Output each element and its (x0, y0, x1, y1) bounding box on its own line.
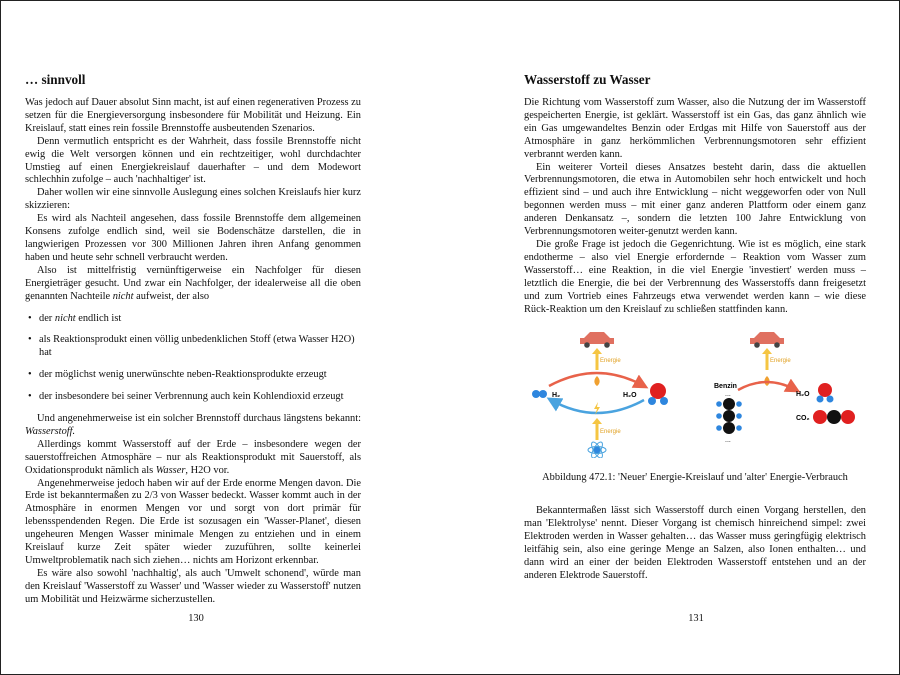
h2o-label: H₂O (623, 392, 637, 400)
text-run: der insbesondere bei seiner Verbrennung auch kein Kohlendioxid erzeugt (39, 391, 344, 403)
left-paragraph: Daher wollen wir eine sinnvolle Auslegung eines solchen Kreislaufs hier kurz skizzieren: (25, 187, 361, 212)
left-paragraph: Was jedoch auf Dauer absolut Sinn macht, ist auf einen regenerativen Prozess zu setzen für die Energieversorgung insbesondere für Mobilität und Heizung. Ein Kreislauf, statt eines rein fossile Brennstoffe ausbeutenden Szenarios. (25, 97, 361, 134)
text-run: endlich ist (75, 312, 122, 324)
ellipsis-label: ... (725, 437, 731, 445)
text-run: der (39, 312, 55, 324)
text-run: aufweist, der also (133, 290, 210, 302)
water-molecule-icon (648, 383, 668, 405)
h2o-label: H₂O (796, 391, 810, 399)
list-item (25, 369, 361, 382)
right-paragraph: Ein weiterer Vorteil dieses Ansatzes besteht darin, dass die aktuellen Verbrennungsmotoren, die etwa in Automobilen sehr hoch entwickelt und hoch effizient sind – und auch ihre Entwicklung – nicht weggeworfen oder von Null begonnen werden muss – mit einer ganz anderen Plattform oder einem ganz anderen Denkansatz –, sondern die letzten 100 Jahre Entwicklung von Verbrennungsmotoren weiter-genutzt werden kann. (524, 161, 866, 238)
energy-cycle-figure (524, 330, 866, 458)
emphasis: nicht (54, 312, 76, 324)
text-run: Allerdings kommt Wasserstoff auf der Erde – insbesondere wegen der sauerstoffreichen Atmosphäre – nur als Reaktionsprodukt mit Sauerstoff, als Oxidationsprodukt nämlich als (25, 438, 361, 476)
energy-label: Energie (770, 358, 791, 365)
emphasis: Wasser (155, 464, 186, 476)
left-paragraph (25, 413, 361, 439)
car-icon (580, 332, 614, 348)
page-number: 130 (188, 613, 204, 624)
text-run: Und angenehmerweise ist ein solcher Brennstoff durchaus längstens bekannt: (37, 413, 361, 425)
energy-label: Energie (600, 429, 621, 436)
car-icon (750, 332, 784, 348)
left-paragraph (25, 439, 361, 478)
text-run: Also ist mittelfristig vernünftigerweise ein Nachfolger für diesen Energieträger gesucht. Und zwar ein Nachfolger, der idealerweise all die oben genannten Nachteile (25, 264, 361, 302)
right-heading: Wasserstoff zu Wasser (524, 72, 651, 87)
h2-label: H₂ (552, 392, 561, 400)
water-molecule-icon (817, 383, 834, 403)
emphasis: nicht (112, 290, 134, 302)
ellipsis-label: ... (725, 391, 731, 399)
right-page (450, 0, 900, 675)
emphasis: Wasserstoff. (25, 425, 76, 437)
right-paragraph: Die große Frage ist jedoch die Gegenrichtung. Wie ist es möglich, eine stark endotherme – also viel Energie erfordernde – Reaktion vom Wasser zum Wasserstoff… eine Reaktion, in die viel Energie 'investiert' werden muss – letztlich die Energie, die bei der Verbrennung des Wasserstoffs dann freigesetzt und zum Vortrieb eines Fahrzeugs etwa verwendet werden kann – wie diese Rück-Reaktion um den Kreislauf zu schließen stattfinden kann. (524, 238, 866, 315)
right-paragraph: Bekanntermaßen lässt sich Wasserstoff durch einen Vorgang herstellen, den man 'Elektrolyse' nennt. Dieser Vorgang ist chemisch hinreichend simpel: zwei Elektroden werden in Wasser gehalten… das Wasser muss geringfügig elektrisch leitfähig sein, also eine geringe Menge an Salzen, also Ionen enthalten… und dann wird an einer der beiden Elektroden Wasserstoff entstehen und an der anderen Elektrode Sauerstoff. (524, 505, 866, 581)
left-page-content (25, 72, 361, 607)
left-paragraph: Denn vermutlich entspricht es der Wahrheit, dass fossile Brennstoffe nicht ewig die Welt versorgen können und ein rechtzeitiger, wohl durchdachter Umstieg auf einen Energiekreislauf dauerhafter – und dem Modewort schlechhin zufolge – auch 'nachhaltiger' ist. (25, 135, 361, 186)
electrolysis-arrow (551, 400, 644, 413)
page-number: 131 (688, 613, 704, 624)
co2-label: CO₂ (796, 415, 810, 423)
right-paragraph: Die Richtung vom Wasserstoff zum Wasser, also die Nutzung der im Wasserstoff gespeicherten Energie, ist geklärt. Wasserstoff ist ein Gas, das ganz ähnlich wie ein Gas umgewandeltes Benzin oder Erdgas mit Hilfe von Sauerstoff aus der Atmosphäre in ganz herkömmlichen Verbrennungsmotoren sehr effizient verbrannt werden kann. (524, 97, 866, 160)
list-item (25, 334, 361, 360)
text-run: als Reaktionsprodukt einen völlig unbedenklichen Stoff (etwa Wasser H2O) hat (39, 334, 355, 359)
bullet-icon: • (28, 334, 32, 346)
benzin-molecule-icon (716, 398, 742, 434)
list-item (25, 391, 361, 404)
left-paragraph: Es wäre also sowohl 'nachhaltig', als auch 'Umwelt schonend', würde man den Kreislauf 'Wasserstoff zu Wasser' und 'Wasser wieder zu Wasserstoff' nutzen um Mobilität und Heizwärme sicherzustellen. (25, 567, 361, 605)
right-page-content (524, 72, 866, 583)
requirements-list (25, 313, 361, 405)
flame-icon (594, 376, 599, 386)
hydrogen-molecule-icon (532, 390, 547, 398)
text-run: der möglichst wenig unerwünschte neben-Reaktionsprodukte erzeugt (39, 369, 327, 381)
left-paragraph (25, 265, 361, 304)
left-heading: … sinnvoll (25, 72, 86, 87)
figure-caption: Abbildung 472.1: 'Neuer' Energie-Kreislauf und 'alter' Energie-Verbrauch (542, 472, 848, 484)
energy-cycle-diagram (524, 330, 866, 458)
bullet-icon: • (28, 391, 32, 403)
benzin-label: Benzin (714, 383, 737, 391)
left-paragraph: Es wird als Nachteil angesehen, dass fossile Brennstoffe dem allgemeinen Konsens zufolge endlich sind, weil sie Bodenschätze darstellen, die in langwierigen Prozessen vor 300 Millionen Jahren ihren Anfang genommen haben und heute sehr schnell verbraucht werden. (25, 213, 361, 263)
bullet-icon: • (28, 312, 32, 324)
sun-icon (588, 441, 606, 459)
list-item (25, 313, 361, 326)
bullet-icon: • (28, 369, 32, 381)
co2-molecule-icon (813, 410, 855, 424)
energy-label: Energie (600, 358, 621, 365)
left-paragraph: Angenehmerweise jedoch haben wir auf der Erde enorme Mengen davon. Die Erde ist bekanntermaßen zu 2/3 von Wasser bedeckt. Wasser kommt auch in der Atmosphäre in enormen Mengen vor und sorgt von dort primär für lebensspendenden Regen. Die Erde ist sozusagen ein 'Wasser-Planet', diesen ungeheuren Mengen Wasser minimale Mengen zu entziehen und in einem Kreislauf kurze Zeit später wieder zuzuführen, sollte keinerlei Umweltproblematik nach sich ziehen… nichts am Horizont erkennbar. (25, 477, 362, 566)
text-run: , H2O vor. (185, 464, 230, 476)
